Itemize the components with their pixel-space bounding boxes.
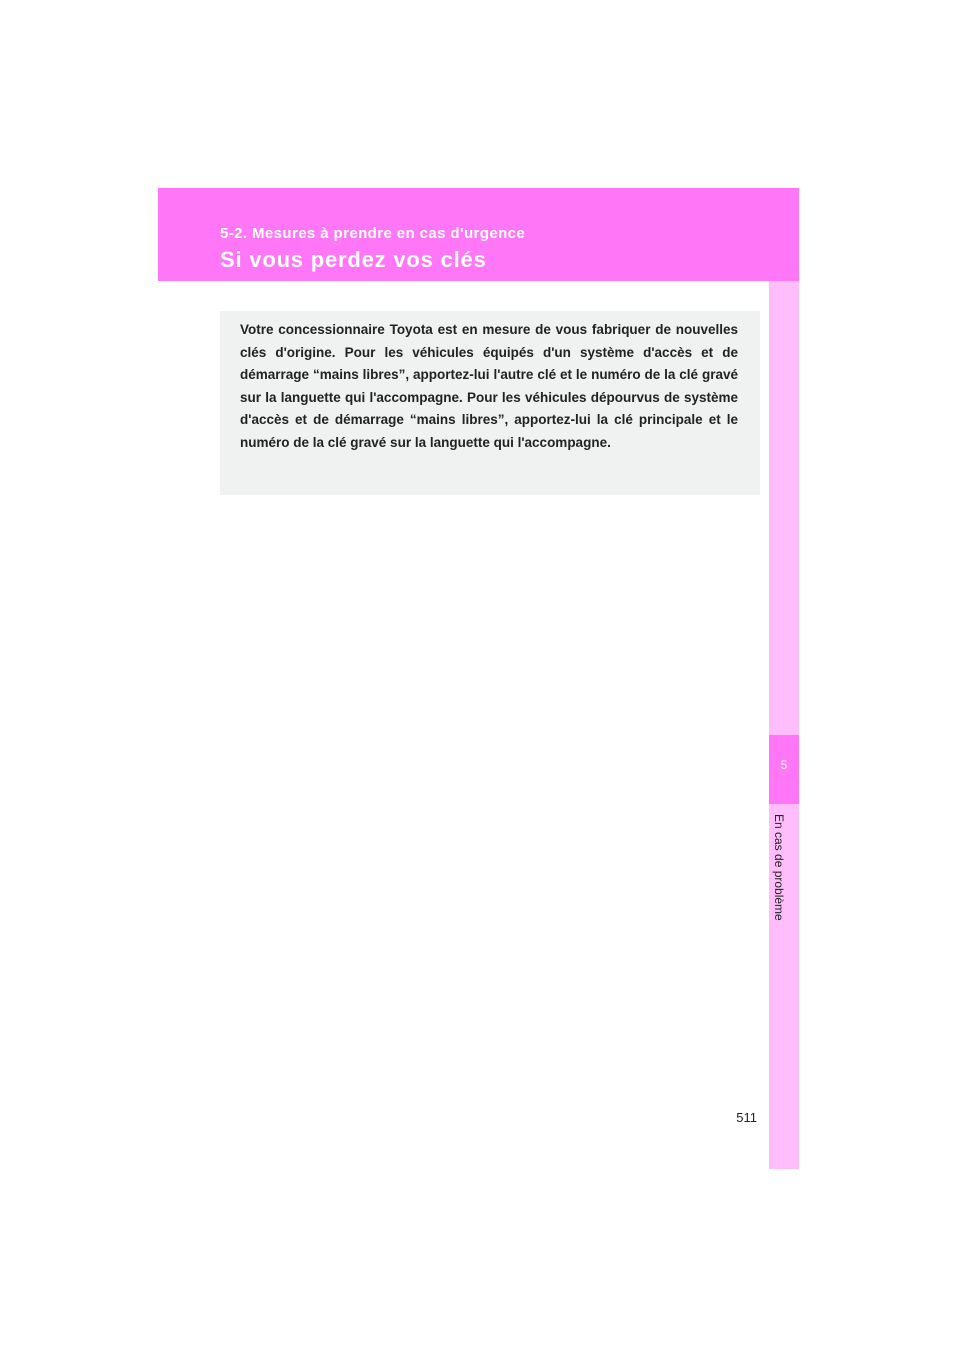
chapter-title: En cas de problème (772, 814, 786, 921)
info-box (220, 311, 760, 495)
section-label: 5-2. Mesures à prendre en cas d'urgence (220, 225, 526, 242)
section-header-band (158, 188, 799, 281)
page-title: Si vous perdez vos clés (220, 247, 487, 272)
info-paragraph: Votre concessionnaire Toyota est en mesure de vous fabriquer de nouvelles clés d'origine. Pour les véhicules équipés d'un système d'accès et de démarrage “mains libres”, apportez-lui l'autre clé et le numéro de la clé gravé sur la languette qui l'accompagne. Pour les véhicules dépourvus de système d'accès et de démarrage “mains libres”, apportez-lui la clé principale et le numéro de la clé gravé sur la languette qui l'accompagne. (240, 322, 738, 450)
chapter-number: 5 (780, 758, 788, 772)
page-number: 511 (736, 1110, 757, 1125)
chapter-side-strip (769, 281, 799, 1169)
chapter-tab (769, 735, 799, 804)
